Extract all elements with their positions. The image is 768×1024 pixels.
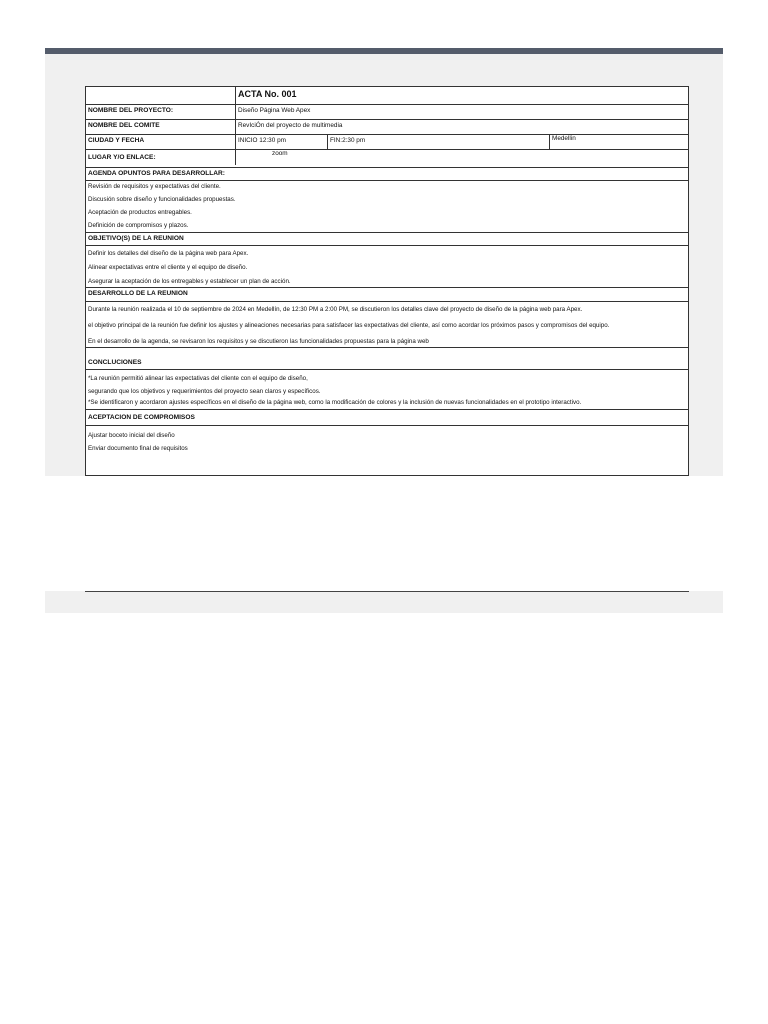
development-heading: DESARROLLO DE LA REUNION [88, 290, 188, 297]
location-label: LUGAR Y/O ENLACE: [88, 154, 156, 161]
conclusion-item: segurando que los objetivos y requerimientos del proyecto sean claros y específicos. [88, 388, 321, 395]
title-row [86, 87, 688, 104]
acta-title: ACTA No. 001 [235, 87, 688, 104]
objectives-heading-row [86, 232, 688, 245]
objective-item: Asegurar la aceptación de los entregables y establecer un plan de acción. [88, 278, 291, 285]
conclusion-item: *Se identificaron y acordaron ajustes específicos en el diseño de la página web, como la modificación de colores y la inclusión de nuevas funcionalidades en el prototipo interactivo. [88, 399, 582, 406]
conclusions-heading-row [86, 347, 688, 369]
agenda-item: Aceptación de productos entregables. [88, 209, 192, 216]
start-time: INICIO 12:30 pm [235, 135, 327, 149]
agenda-item: Definición de compromisos y plazos. [88, 222, 189, 229]
objectives-body [86, 245, 688, 287]
commitments-body [86, 425, 688, 475]
acta-form [85, 86, 689, 476]
project-value: Diseño Página Web Apex [235, 105, 688, 119]
development-item: En el desarrollo de la agenda, se revisaron los requisitos y se discutieron las funcionalidades propuestas para la página web [88, 338, 429, 345]
location-row [86, 149, 688, 165]
page-sheet-footer [45, 591, 723, 613]
project-row [86, 104, 688, 119]
location-value: zoom [235, 150, 688, 165]
city-date-label: CIUDAD Y FECHA [88, 137, 145, 144]
conclusions-body [86, 369, 688, 409]
development-item: el objetivo principal de la reunión fue definir los ajustes y alineaciones necesarias para satisfacer las expectativas del cliente, así como acordar los próximos pasos y compromisos del equipo. [88, 322, 610, 329]
conclusion-item: *La reunión permitió alinear las expectativas del cliente con el equipo de diseño, [88, 375, 308, 382]
agenda-body [86, 180, 688, 232]
agenda-item: Revisión de requisitos y expectativas del cliente. [88, 183, 221, 190]
development-heading-row [86, 287, 688, 301]
city-value: Medellin [549, 135, 688, 149]
agenda-heading: AGENDA OPUNTOS PARA DESARROLLAR: [88, 170, 226, 177]
commitment-item: Enviar documento final de requisitos [88, 445, 188, 452]
end-time: FIN:2:30 pm [327, 135, 549, 149]
development-item: Durante la reunión realizada el 10 de septiembre de 2024 en Medellín, de 12:30 PM a 2:00 PM, se discutieron los detalles clave del proyecto de diseño de la página web para Apex. [88, 306, 583, 313]
committee-value: RevIciÓn del proyecto de multimedia [235, 120, 688, 134]
commitments-heading-row [86, 409, 688, 425]
objectives-heading: OBJETIVO(S) DE LA REUNION [88, 235, 184, 242]
city-date-row [86, 134, 688, 149]
development-body [86, 301, 688, 347]
objective-item: Alinear expectativas entre el cliente y el equipo de diseño. [88, 264, 248, 271]
agenda-heading-row [86, 167, 688, 180]
commitment-item: Ajustar boceto inicial del diseño [88, 432, 175, 439]
conclusions-heading: CONCLUCIONES [88, 359, 142, 366]
commitments-heading: ACEPTACION DE COMPROMISOS [88, 414, 195, 421]
agenda-item: Discusión sobre diseño y funcionalidades propuestas. [88, 196, 236, 203]
committee-label: NOMBRE DEL COMITE [88, 122, 160, 129]
project-label: NOMBRE DEL PROYECTO: [88, 107, 174, 114]
objective-item: Definir los detalles del diseño de la página web para Apex. [88, 250, 249, 257]
committee-row [86, 119, 688, 134]
signature-line [85, 591, 689, 592]
